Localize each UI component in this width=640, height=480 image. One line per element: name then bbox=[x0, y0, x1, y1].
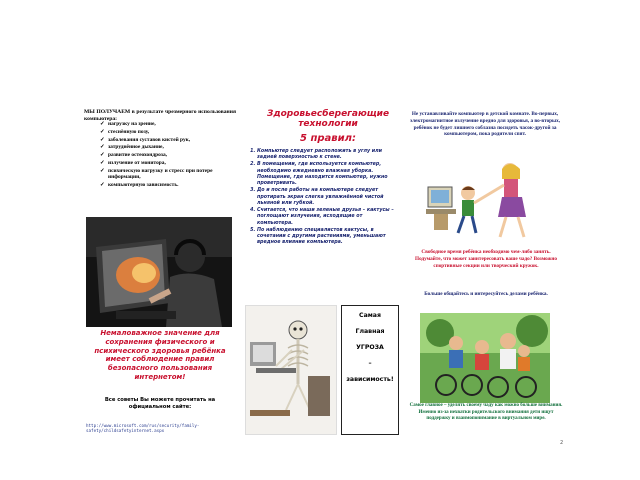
rules-list bbox=[247, 149, 397, 248]
list-item: ✓ стеснённую позу, bbox=[100, 128, 150, 135]
list-item: ✓ психическую нагрузку и стресс при потере информации, bbox=[100, 167, 213, 181]
threat-line: Главная bbox=[355, 328, 385, 336]
column-rules bbox=[241, 97, 400, 437]
list-item: ✓ развитие остеохондроза, bbox=[100, 152, 167, 158]
rules-title: Здоровьесберегающие технологии bbox=[266, 109, 390, 130]
list-item: ✓ затруднённое дыхание, bbox=[100, 144, 164, 151]
check-icon: ✓ bbox=[100, 128, 105, 135]
check-icon: ✓ bbox=[100, 121, 105, 127]
brochure-sheet bbox=[80, 97, 565, 437]
communication-advice: Больше общайтесь и интересуйтесь делами ребёнка. bbox=[424, 291, 548, 297]
check-icon: ✓ bbox=[100, 167, 105, 174]
check-icon: ✓ bbox=[100, 136, 105, 143]
official-site-note: Все советы Вы можете прочитать на официальном сайте: bbox=[104, 397, 216, 410]
threat-line: Самая bbox=[359, 312, 381, 319]
skeleton-at-computer-photo bbox=[245, 305, 337, 435]
internet-safety-text: Немаловажное значение для сохранения физического и психического здоровья ребёнка имеет соблюдение правил безопасного пользования интернетом! bbox=[94, 329, 226, 381]
placement-advice: Не устанавливайте компьютер в детской комнате. Во-первых, электромагнитное излучение вредно для здоровья, а во-вторых, ребёнок не будет лишнего соблазна посидеть часок-другой за компьютером, пока родители спят. bbox=[410, 111, 560, 138]
list-item: 1. Компьютер следует расположить в углу или задней поверхностью к стене. bbox=[257, 149, 397, 161]
column-advice bbox=[404, 97, 565, 437]
threat-line: – bbox=[368, 360, 372, 368]
list-item: ✓ компьютерную зависимость. bbox=[100, 182, 179, 188]
threat-line: УГРОЗА bbox=[356, 344, 384, 352]
list-item: ✓ нагрузку на зрение, bbox=[100, 121, 156, 127]
gamer-photo bbox=[86, 217, 232, 327]
list-item: 3. До и после работы на компьютере следует протирать экран слегка увлажнённой чистой льняной или губкой. bbox=[257, 188, 397, 207]
list-item: ✓ излучение от монитора, bbox=[100, 159, 166, 166]
check-icon: ✓ bbox=[100, 144, 105, 151]
list-item: ✓ заболевания суставов кистей рук, bbox=[100, 136, 191, 143]
page-number: 2 bbox=[560, 440, 564, 446]
attention-advice: Самое главное – уделять своему чаду как можно больше внимания. Именно из-за нехватки родительского внимания дети ищут поддержку и взаимопонимание в виртуальном мире. bbox=[409, 403, 563, 421]
kids-clipart bbox=[424, 157, 544, 239]
check-icon: ✓ bbox=[100, 152, 105, 158]
risks-list bbox=[100, 121, 236, 190]
list-item: 4. Считается, что наши зеленые друзья – кактусы – поглощают излучения, исходящие от компьютера. bbox=[257, 208, 397, 227]
safety-link[interactable]: http://www.microsoft.com/rus/security/family-safety/childsafetyinternet.aspx bbox=[86, 423, 200, 434]
column-risks bbox=[80, 97, 238, 437]
risks-heading: МЫ ПОЛУЧАЕМ в результате чрезмерного использования компьютера: bbox=[84, 109, 236, 122]
check-icon: ✓ bbox=[100, 182, 105, 188]
rules-subtitle: 5 правил: bbox=[300, 133, 356, 144]
free-time-advice: Свободное время ребёнка необходимо чем-либо занять. Подумайте, что может заинтересовать вашe чадо? Возможно спортивные секции или творческий кружок. bbox=[415, 249, 557, 269]
list-item: 2. В помещении, где используется компьютер, необходимо ежедневно влажная уборка. Помещение, где находится компьютер, нужно проветривать. bbox=[257, 162, 397, 187]
check-icon: ✓ bbox=[100, 159, 105, 166]
family-cycling-photo bbox=[420, 313, 550, 403]
threat-line: зависимость! bbox=[346, 376, 394, 384]
list-item: 5. По наблюдению специалистов кактусы, в сочетании с другими растениями, уменьшают вредное влияние компьютера. bbox=[257, 228, 397, 247]
threat-box bbox=[341, 305, 399, 435]
